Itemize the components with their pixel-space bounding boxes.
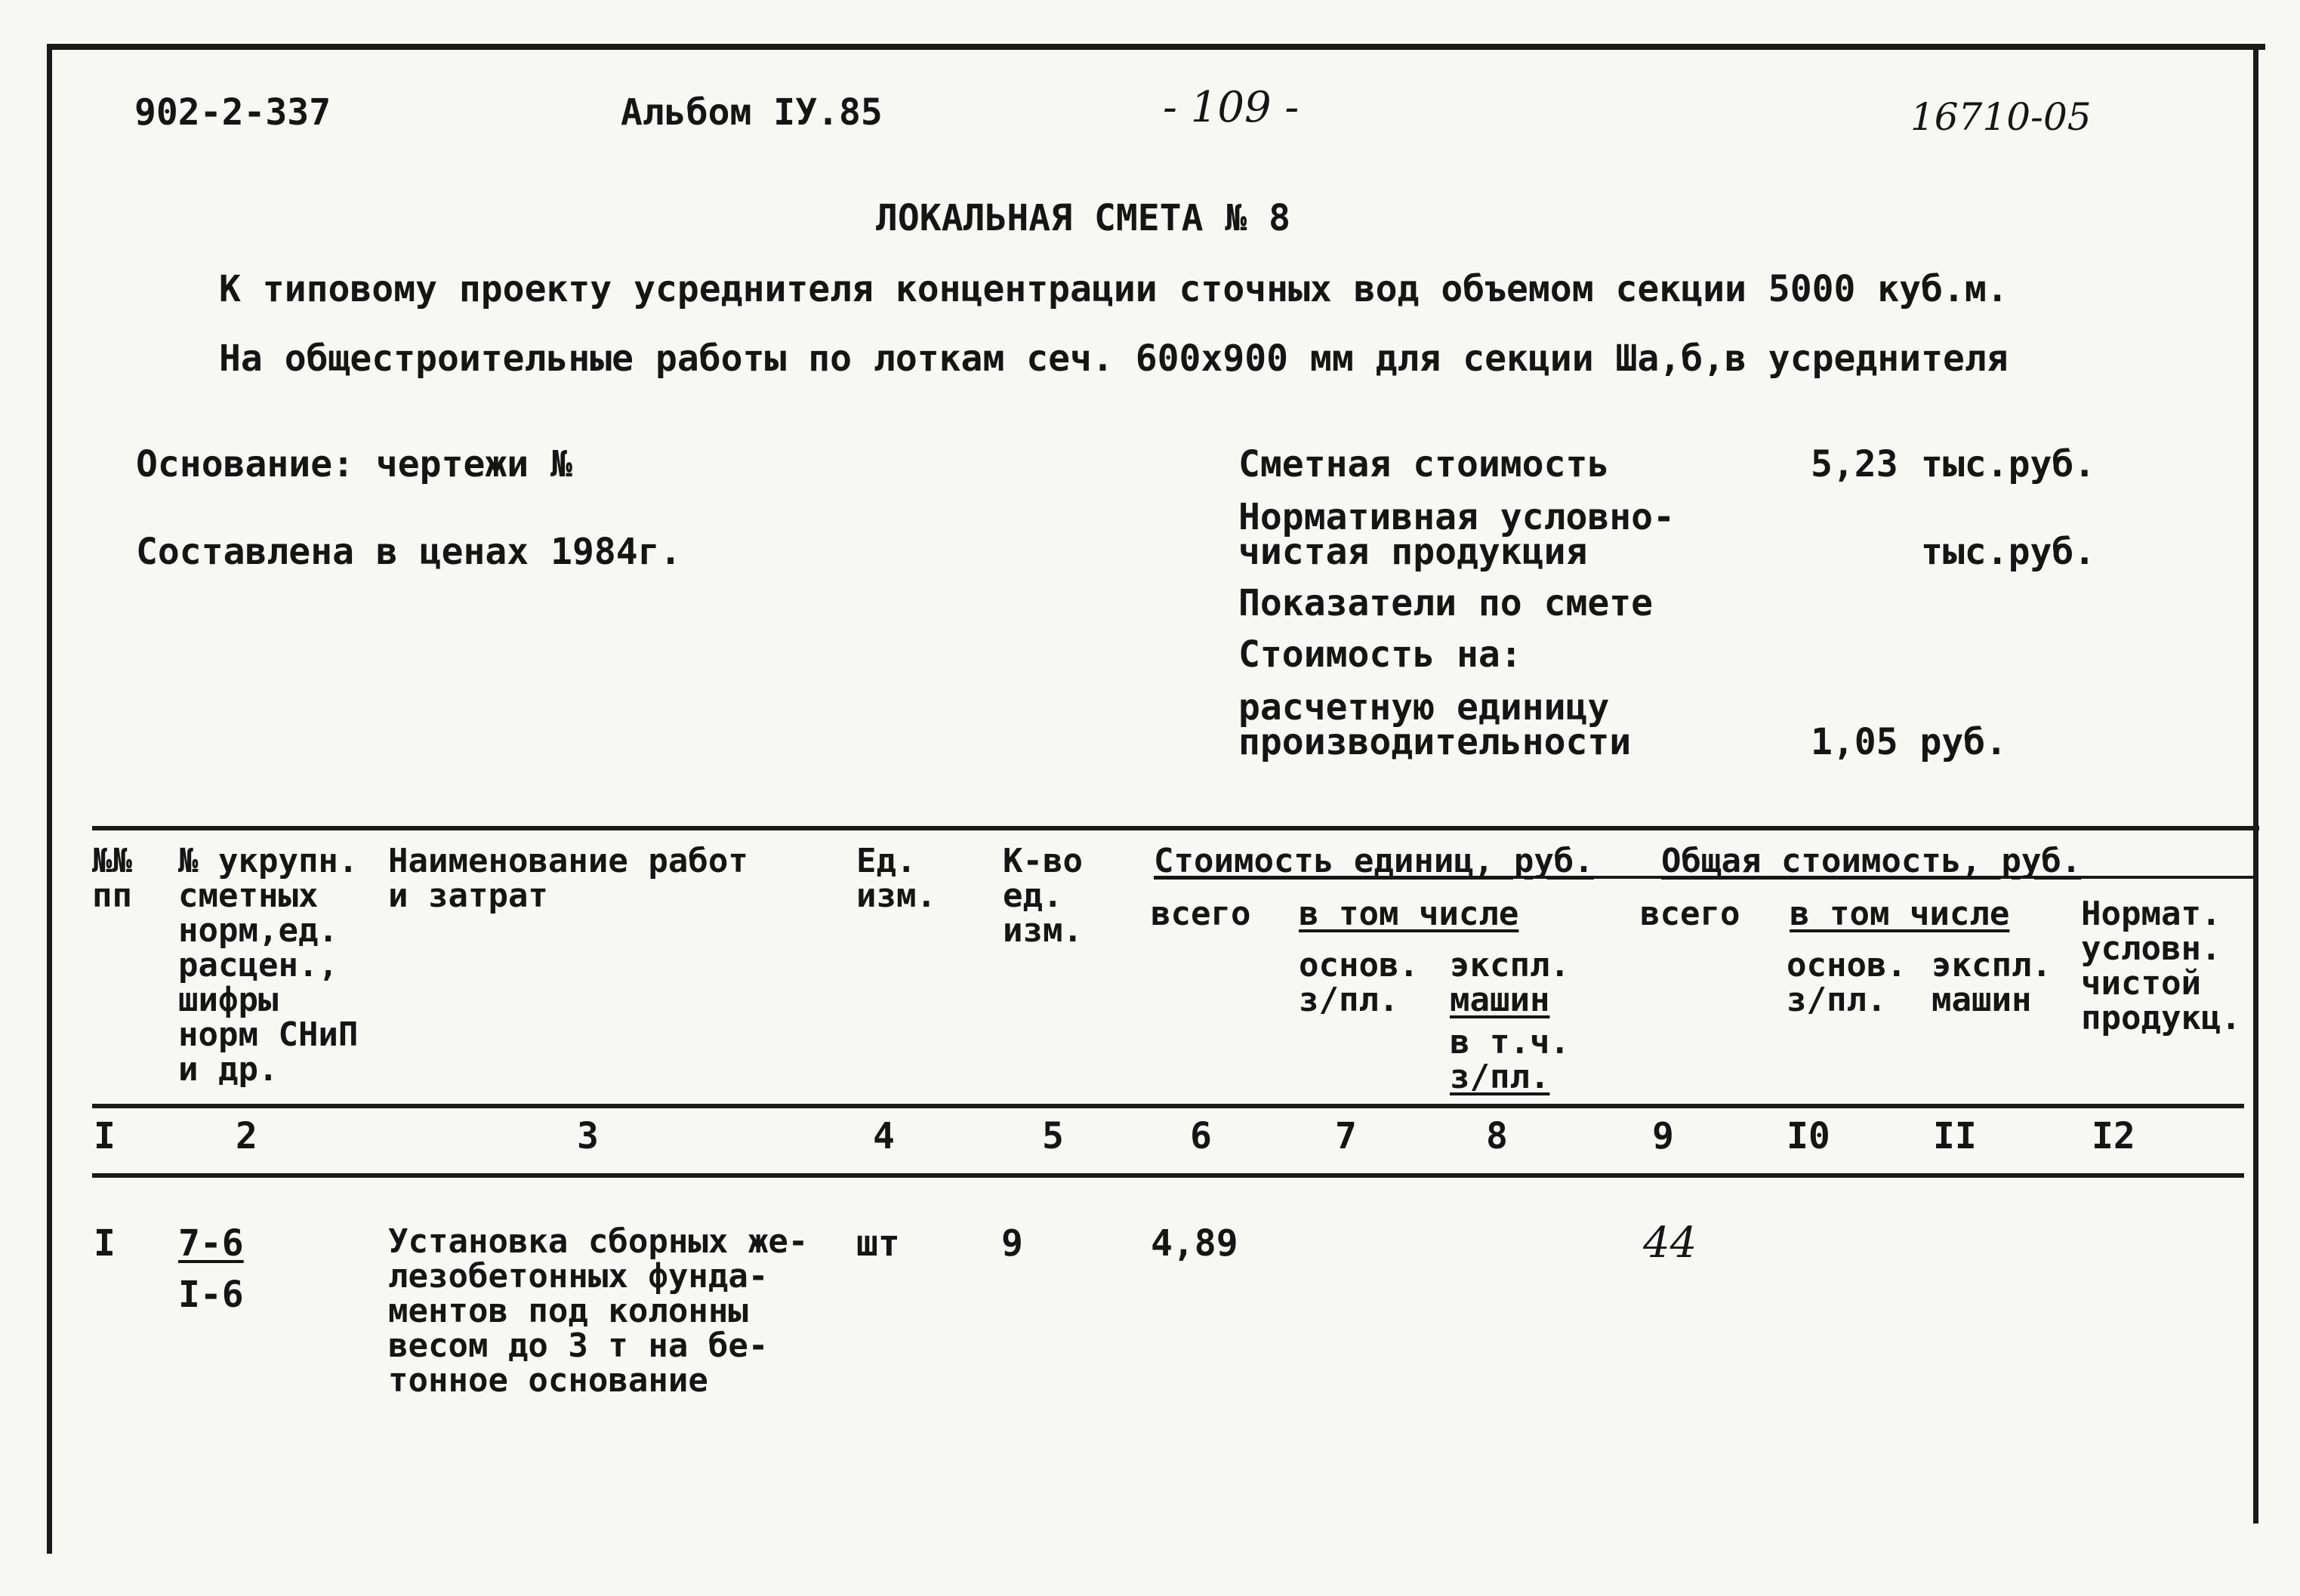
col-3-line-1: Наименование работ [388, 842, 748, 880]
col-12-line-3: чистой [2081, 964, 2201, 1003]
col-8-line-1: экспл. [1450, 946, 1570, 984]
unit-label-1: расчетную единицу [1238, 686, 1610, 729]
col-12-line-2: условн. [2081, 929, 2221, 968]
col-1-line-1: №№ [92, 842, 132, 880]
column-number: 2 [236, 1115, 257, 1157]
document-number: 16710-05 [1910, 95, 2092, 139]
work-name-line-3: ментов под колонны [388, 1292, 748, 1330]
frame-top-border [47, 44, 2265, 50]
table-top-rule [92, 826, 2259, 830]
estimate-subtitle-1: К типовому проекту усреднителя концентрации сточных вод объемом секции 5000 куб.м. [219, 268, 2009, 310]
column-number: 8 [1486, 1115, 1508, 1157]
norm-code-bottom: I-6 [178, 1274, 244, 1316]
work-name-line-4: весом до 3 т на бе- [388, 1326, 769, 1365]
estimated-cost-value: 5,23 [1811, 443, 1898, 485]
unit-cost-value: 1,05 руб. [1811, 721, 2008, 763]
header-bottom-rule [92, 1104, 2244, 1108]
work-name-line-5: тонное основание [388, 1361, 708, 1400]
page-number: - 109 - [1163, 83, 1300, 132]
estimated-cost-label: Сметная стоимость [1238, 443, 1610, 485]
col-2-line-7: и др. [178, 1050, 279, 1089]
work-name-line-2: лезобетонных фунда- [388, 1257, 769, 1296]
column-number: 5 [1042, 1115, 1064, 1157]
col-1-line-2: пп [92, 877, 132, 915]
col-8-line-4: з/пл. [1450, 1058, 1550, 1096]
column-number: II [1933, 1115, 1977, 1157]
col-2-line-4: расцен., [178, 946, 338, 984]
col-10-line-1: основ. [1787, 946, 1907, 984]
total-cost-cell: 44 [1643, 1219, 1697, 1268]
estimate-subtitle-2: На общестроительные работы по лоткам сеч. 600х900 мм для секции Ша,б,в усреднителя [219, 337, 2009, 380]
col-4-line-1: Ед. [856, 842, 917, 880]
col-10-line-2: з/пл. [1787, 981, 1887, 1019]
norm-product-unit: тыс.руб. [1921, 531, 2096, 573]
col-7-line-1: основ. [1299, 946, 1419, 984]
col-8-line-3: в т.ч. [1450, 1023, 1570, 1061]
album-label: Альбом IУ.85 [621, 91, 883, 134]
quantity-cell: 9 [1001, 1222, 1023, 1265]
col-5-line-2: ед. [1003, 877, 1063, 915]
total-cost-group-header: Общая стоимость, руб. [1661, 842, 2082, 880]
column-number: I [94, 1115, 116, 1157]
unit-cell: шт [856, 1222, 900, 1265]
unit-cost-group-header: Стоимость единиц, руб. [1154, 842, 1594, 880]
frame-left-border [47, 44, 52, 1554]
unit-total-cell: 4,89 [1151, 1222, 1238, 1265]
row-number: I [94, 1222, 116, 1265]
column-number: 6 [1190, 1115, 1212, 1157]
estimated-cost-unit: тыс.руб. [1921, 443, 2096, 485]
column-number: 4 [873, 1115, 895, 1157]
col-2-line-2: сметных [178, 877, 319, 915]
column-number: 3 [577, 1115, 599, 1157]
col-8-line-2: машин [1450, 981, 1550, 1019]
column-number: 9 [1652, 1115, 1674, 1157]
col-11-line-2: машин [1932, 981, 2032, 1019]
document-code: 902-2-337 [134, 91, 331, 134]
unit-label-2: производительности [1238, 721, 1632, 763]
col-5-line-3: изм. [1003, 911, 1083, 950]
frame-right-border [2253, 44, 2258, 1524]
col-3-line-2: и затрат [388, 877, 548, 915]
prices-label: Составлена в ценах 1984г. [136, 531, 682, 573]
col-2-line-1: № укрупн. [178, 842, 359, 880]
column-number: I2 [2092, 1115, 2135, 1157]
including-header-2: в том числе [1790, 895, 2010, 933]
cost-per-label: Стоимость на: [1238, 633, 1522, 676]
col-12-line-4: продукц. [2081, 999, 2241, 1037]
col-7-line-2: з/пл. [1299, 981, 1399, 1019]
col-9-header: всего [1640, 895, 1740, 933]
column-number: 7 [1335, 1115, 1357, 1157]
including-header-1: в том числе [1299, 895, 1519, 933]
col-6-header: всего [1151, 895, 1251, 933]
basis-label: Основание: чертежи № [136, 443, 572, 485]
col-4-line-2: изм. [856, 877, 936, 915]
column-numbers-rule [92, 1173, 2244, 1178]
norm-product-label-2: чистая продукция [1238, 531, 1588, 573]
col-12-line-1: Нормат. [2081, 895, 2221, 933]
col-11-line-1: экспл. [1932, 946, 2052, 984]
col-5-line-1: К-во [1003, 842, 1083, 880]
norm-product-label-1: Нормативная условно- [1238, 496, 1675, 538]
column-number: I0 [1787, 1115, 1830, 1157]
indicators-label: Показатели по смете [1238, 582, 1654, 624]
norm-code-top: 7-6 [178, 1222, 244, 1265]
col-2-line-3: норм,ед. [178, 911, 338, 950]
col-2-line-6: норм СНиП [178, 1015, 359, 1054]
col-2-line-5: шифры [178, 981, 279, 1019]
work-name-line-1: Установка сборных же- [388, 1222, 809, 1261]
estimate-title: ЛОКАЛЬНАЯ СМЕТА № 8 [876, 197, 1291, 239]
